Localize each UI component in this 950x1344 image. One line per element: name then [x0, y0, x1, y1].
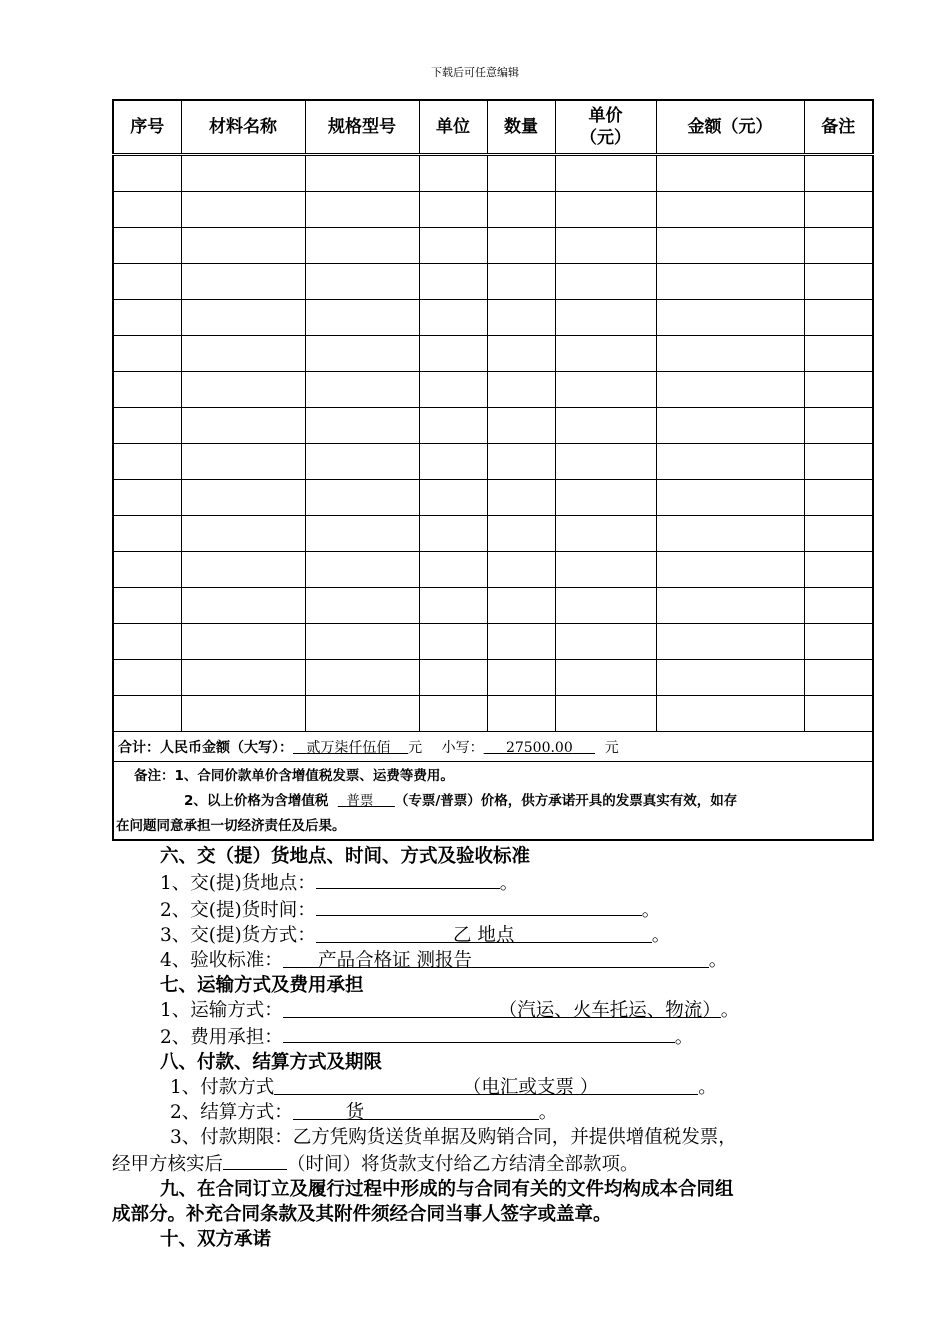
cell-spec-model[interactable] [305, 444, 419, 480]
section-7-1: 1、运输方式： （汽运、火车托运、物流）。 [160, 1000, 740, 1021]
delivery-place-field[interactable] [316, 869, 500, 889]
cell-amount[interactable] [656, 552, 804, 588]
cell-quantity[interactable] [487, 660, 555, 696]
cell-unit-price[interactable] [555, 336, 656, 372]
cell-spec-model[interactable] [305, 336, 419, 372]
table-row [113, 444, 873, 480]
col-header-spec-model: 规格型号 [305, 100, 419, 155]
cell-remarks[interactable] [804, 336, 873, 372]
section-8-2: 2、结算方式： 货 。 [170, 1102, 558, 1123]
table-row [113, 660, 873, 696]
cell-amount[interactable] [656, 300, 804, 336]
section-8-3-line1: 3、付款期限：乙方凭购货送货单据及购销合同，并提供增值税发票， [170, 1127, 737, 1148]
transport-method-field[interactable]: （汽运、火车托运、物流） [283, 998, 721, 1018]
cell-amount[interactable] [656, 336, 804, 372]
col-header-remarks: 备注 [804, 100, 873, 155]
cell-material-name[interactable] [181, 660, 305, 696]
cell-spec-model[interactable] [305, 696, 419, 732]
section-6-4: 4、验收标准： 产品合格证 测报告 。 [160, 950, 728, 971]
notes-row [113, 762, 873, 841]
summary-row [113, 732, 873, 762]
cell-index[interactable] [113, 228, 181, 264]
cell-index[interactable] [113, 480, 181, 516]
cell-quantity[interactable] [487, 696, 555, 732]
cell-amount[interactable] [656, 696, 804, 732]
cell-unit[interactable] [419, 192, 487, 228]
table-row [113, 336, 873, 372]
cell-material-name[interactable] [181, 696, 305, 732]
cell-quantity[interactable] [487, 552, 555, 588]
cell-unit[interactable] [419, 516, 487, 552]
payment-time-field[interactable] [223, 1150, 287, 1170]
cell-quantity[interactable] [487, 588, 555, 624]
cell-quantity[interactable] [487, 408, 555, 444]
cell-spec-model[interactable] [305, 228, 419, 264]
cell-unit-price[interactable] [555, 372, 656, 408]
cell-quantity[interactable] [487, 480, 555, 516]
cell-material-name[interactable] [181, 155, 305, 192]
section-6-1: 1、交(提)货地点： 。 [112, 869, 872, 896]
cell-remarks[interactable] [804, 588, 873, 624]
cell-unit[interactable] [419, 444, 487, 480]
cell-unit[interactable] [419, 372, 487, 408]
note-line-2: 2、以上价格为含增值税 普票 （专票/普票）价格，供方承诺开具的发票真实有效，如存 [184, 793, 738, 809]
section-6-2: 2、交(提)货时间： 。 [112, 896, 872, 923]
table-row [113, 624, 873, 660]
note-line-3: 在问题同意承担一切经济责任及后果。 [116, 818, 346, 834]
table-header-row [113, 100, 873, 155]
cell-remarks[interactable] [804, 660, 873, 696]
cell-spec-model[interactable] [305, 552, 419, 588]
cell-spec-model[interactable] [305, 372, 419, 408]
cost-bearing-field[interactable] [283, 1023, 675, 1043]
total-amount-cell [113, 732, 873, 762]
section-8-3-line2: 经甲方核实后 （时间）将货款支付给乙方结清全部款项。 [112, 1150, 872, 1177]
cell-unit[interactable] [419, 588, 487, 624]
section-7-title: 七、运输方式及费用承担 [160, 975, 364, 996]
cell-quantity[interactable] [487, 516, 555, 552]
cell-remarks[interactable] [804, 624, 873, 660]
col-header-index: 序号 [113, 100, 181, 155]
cell-index[interactable] [113, 264, 181, 300]
cell-unit-price[interactable] [555, 192, 656, 228]
cell-quantity[interactable] [487, 336, 555, 372]
cell-spec-model[interactable] [305, 588, 419, 624]
cell-amount[interactable] [656, 264, 804, 300]
col-header-material-name: 材料名称 [181, 100, 305, 155]
cell-remarks[interactable] [804, 516, 873, 552]
cell-index[interactable] [113, 300, 181, 336]
cell-remarks[interactable] [804, 155, 873, 192]
cell-unit-price[interactable] [555, 624, 656, 660]
table-row [113, 516, 873, 552]
cell-spec-model[interactable] [305, 516, 419, 552]
cell-material-name[interactable] [181, 444, 305, 480]
section-8-1: 1、付款方式 （电汇或支票 ） 。 [170, 1077, 717, 1098]
section-8-title: 八、付款、结算方式及期限 [160, 1052, 383, 1073]
cell-index[interactable] [113, 624, 181, 660]
cell-material-name[interactable] [181, 552, 305, 588]
cell-quantity[interactable] [487, 300, 555, 336]
cell-unit-price[interactable] [555, 552, 656, 588]
cell-amount[interactable] [656, 444, 804, 480]
section-9-line1: 九、在合同订立及履行过程中形成的与合同有关的文件均构成本合同组 [160, 1179, 734, 1200]
cell-remarks[interactable] [804, 696, 873, 732]
header-note: 下载后可任意编辑 [431, 66, 519, 79]
cell-spec-model[interactable] [305, 660, 419, 696]
cell-index[interactable] [113, 155, 181, 192]
table-row [113, 696, 873, 732]
cell-unit-price[interactable] [555, 155, 656, 192]
cell-spec-model[interactable] [305, 480, 419, 516]
yuan-label-1: 元 [408, 739, 423, 756]
table-row [113, 408, 873, 444]
cell-remarks[interactable] [804, 480, 873, 516]
cell-amount[interactable] [656, 660, 804, 696]
cell-unit[interactable] [419, 552, 487, 588]
cell-unit[interactable] [419, 660, 487, 696]
cell-amount[interactable] [656, 228, 804, 264]
cell-unit-price[interactable] [555, 300, 656, 336]
cell-index[interactable] [113, 696, 181, 732]
table-row [113, 228, 873, 264]
cell-unit[interactable] [419, 264, 487, 300]
cell-index[interactable] [113, 660, 181, 696]
cell-amount[interactable] [656, 516, 804, 552]
table-row [113, 264, 873, 300]
cell-amount[interactable] [656, 155, 804, 192]
cell-spec-model[interactable] [305, 192, 419, 228]
cell-unit[interactable] [419, 155, 487, 192]
delivery-time-field[interactable] [316, 896, 642, 916]
table-row [113, 300, 873, 336]
cell-unit-price[interactable] [555, 660, 656, 696]
materials-table [112, 99, 874, 841]
total-amount-words[interactable]: 贰万柒仟伍佰 [306, 739, 391, 756]
cell-spec-model[interactable] [305, 300, 419, 336]
cell-unit[interactable] [419, 696, 487, 732]
col-header-unit: 单位 [419, 100, 487, 155]
cell-amount[interactable] [656, 408, 804, 444]
delivery-method-field[interactable]: 乙 地点 [316, 923, 652, 943]
cell-index[interactable] [113, 408, 181, 444]
notes-cell [113, 762, 873, 841]
cell-unit-price[interactable] [555, 264, 656, 300]
cell-unit[interactable] [419, 336, 487, 372]
payment-method-field[interactable]: （电汇或支票 ） [274, 1075, 698, 1095]
table-row [113, 155, 873, 192]
cell-quantity[interactable] [487, 264, 555, 300]
cell-quantity[interactable] [487, 372, 555, 408]
cell-index[interactable] [113, 444, 181, 480]
cell-unit-price[interactable] [555, 444, 656, 480]
section-10-title: 十、双方承诺 [160, 1229, 272, 1250]
cell-material-name[interactable] [181, 372, 305, 408]
cell-material-name[interactable] [181, 588, 305, 624]
cell-index[interactable] [113, 192, 181, 228]
cell-quantity[interactable] [487, 155, 555, 192]
cell-index[interactable] [113, 588, 181, 624]
small-label: 小写： [441, 739, 484, 756]
cell-spec-model[interactable] [305, 624, 419, 660]
cell-remarks[interactable] [804, 228, 873, 264]
contract-body [112, 844, 872, 1252]
cell-unit-price[interactable] [555, 588, 656, 624]
cell-unit-price[interactable] [555, 696, 656, 732]
cell-unit[interactable] [419, 228, 487, 264]
cell-unit[interactable] [419, 300, 487, 336]
cell-amount[interactable] [656, 372, 804, 408]
cell-material-name[interactable] [181, 192, 305, 228]
cell-amount[interactable] [656, 624, 804, 660]
table-row [113, 588, 873, 624]
cell-material-name[interactable] [181, 264, 305, 300]
cell-amount[interactable] [656, 192, 804, 228]
invoice-type-field[interactable]: 普票 [346, 793, 374, 809]
cell-index[interactable] [113, 372, 181, 408]
col-header-unit-price: 单价 （元） [555, 100, 656, 155]
section-6-title: 六、交（提）货地点、时间、方式及验收标准 [160, 846, 531, 867]
cell-spec-model[interactable] [305, 408, 419, 444]
table-row [113, 372, 873, 408]
cell-material-name[interactable] [181, 516, 305, 552]
cell-unit-price[interactable] [555, 516, 656, 552]
note-line-1: 备注：1、合同价款单价含增值税发票、运费等费用。 [134, 768, 454, 784]
cell-spec-model[interactable] [305, 155, 419, 192]
cell-material-name[interactable] [181, 408, 305, 444]
total-amount-number[interactable]: 27500.00 [505, 739, 573, 756]
col-header-amount: 金额（元） [656, 100, 804, 155]
total-prefix: 合计：人民币金额（大写）： [118, 739, 293, 756]
cell-unit-price[interactable] [555, 228, 656, 264]
col-header-quantity: 数量 [487, 100, 555, 155]
section-9-line2: 成部分。补充合同条款及其附件须经合同当事人签字或盖章。 [112, 1204, 612, 1225]
cell-remarks[interactable] [804, 552, 873, 588]
cell-material-name[interactable] [181, 300, 305, 336]
cell-quantity[interactable] [487, 624, 555, 660]
cell-index[interactable] [113, 336, 181, 372]
cell-remarks[interactable] [804, 372, 873, 408]
cell-index[interactable] [113, 516, 181, 552]
cell-unit-price[interactable] [555, 408, 656, 444]
cell-material-name[interactable] [181, 480, 305, 516]
cell-material-name[interactable] [181, 624, 305, 660]
settlement-method-field[interactable]: 货 [293, 1100, 539, 1120]
cell-remarks[interactable] [804, 444, 873, 480]
table-row [113, 192, 873, 228]
cell-remarks[interactable] [804, 300, 873, 336]
cell-unit[interactable] [419, 480, 487, 516]
cell-amount[interactable] [656, 588, 804, 624]
cell-unit[interactable] [419, 624, 487, 660]
cell-material-name[interactable] [181, 228, 305, 264]
section-6-3: 3、交(提)货方式： 乙 地点 。 [160, 925, 671, 946]
yuan-label-2: 元 [604, 739, 619, 756]
cell-unit-price[interactable] [555, 480, 656, 516]
table-row [113, 552, 873, 588]
cell-quantity[interactable] [487, 444, 555, 480]
cell-remarks[interactable] [804, 408, 873, 444]
section-7-2: 2、费用承担： 。 [112, 1023, 872, 1050]
cell-unit[interactable] [419, 408, 487, 444]
acceptance-standard-field[interactable]: 产品合格证 测报告 [283, 948, 709, 968]
cell-spec-model[interactable] [305, 264, 419, 300]
cell-remarks[interactable] [804, 192, 873, 228]
cell-amount[interactable] [656, 480, 804, 516]
cell-material-name[interactable] [181, 336, 305, 372]
cell-remarks[interactable] [804, 264, 873, 300]
cell-quantity[interactable] [487, 228, 555, 264]
cell-index[interactable] [113, 552, 181, 588]
table-row [113, 480, 873, 516]
cell-quantity[interactable] [487, 192, 555, 228]
